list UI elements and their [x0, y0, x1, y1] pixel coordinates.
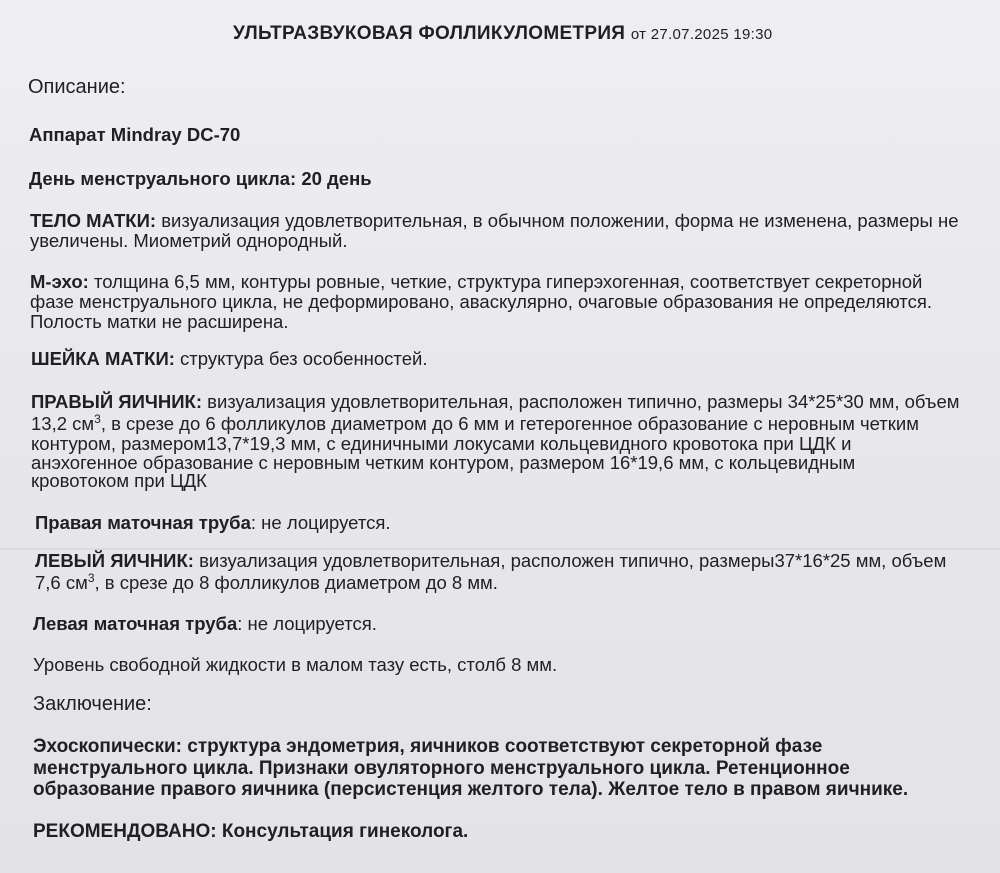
right-tube-text: : не лоцируется. — [250, 512, 391, 533]
document-title — [233, 24, 772, 45]
document-date: от 27.07.2025 19:30 — [630, 26, 773, 43]
conclusion-line-3: образование правого яичника (персистенция желтого тела). Желтое тело в правом яичнике. — [33, 779, 909, 800]
left-ovary-line-2 — [35, 570, 498, 593]
m-echo-line-1 — [30, 272, 922, 292]
left-ovary-text-1: визуализация удовлетворительная, расположен типично, размеры37*16*25 мм, объем — [193, 550, 947, 571]
right-ovary-text-2: , в срезе до 6 фолликулов диаметром до 6 мм и гетерогенное образование с неровным четким — [100, 413, 919, 434]
m-echo-line-2: фазе менструального цикла, не деформировано, аваскулярно, очаговые образования не определяются. — [30, 291, 932, 312]
cervix-line — [31, 349, 427, 369]
free-fluid-line: Уровень свободной жидкости в малом тазу есть, столб 8 мм. — [33, 654, 558, 675]
right-ovary-volume-exponent: 3 — [94, 411, 101, 426]
m-echo-label: М-эхо: — [30, 271, 89, 292]
right-ovary-line-3: контуром, размером13,7*19,3 мм, с единичными локусами кольцевидного кровотока при ЦДК и — [31, 433, 852, 454]
left-tube-line — [33, 614, 377, 634]
cycle-day-line: День менструального цикла: 20 день — [29, 168, 372, 189]
m-echo-text-1: толщина 6,5 мм, контуры ровные, четкие, структура гиперэхогенная, соответствует секреторной — [88, 271, 923, 292]
uterus-line-1 — [30, 211, 959, 231]
uterus-label: ТЕЛО МАТКИ: — [30, 210, 157, 231]
recommendation-line: РЕКОМЕНДОВАНО: Консультация гинеколога. — [33, 821, 469, 842]
conclusion-heading: Заключение: — [33, 693, 152, 715]
uterus-text-1: визуализация удовлетворительная, в обычном положении, форма не изменена, размеры не — [156, 210, 959, 231]
cervix-text: структура без особенностей. — [174, 348, 428, 369]
left-tube-label: Левая маточная труба — [33, 613, 238, 634]
left-ovary-text-2: , в срезе до 8 фолликулов диаметром до 8 мм. — [94, 572, 498, 593]
right-tube-label: Правая маточная труба — [35, 512, 251, 533]
right-tube-line — [35, 513, 391, 533]
right-ovary-line-4: анэхогенное образование с неровным четким контуром, размером 16*19,6 мм, с кольцевидным — [31, 452, 856, 473]
uterus-line-2: увеличены. Миометрий однородный. — [30, 230, 348, 251]
right-ovary-label: ПРАВЫЙ ЯИЧНИК: — [31, 391, 202, 412]
right-ovary-line-5: кровотоком при ЦДК — [31, 470, 207, 491]
conclusion-line-1: Эхоскопически: структура эндометрия, яичников соответствуют секреторной фазе — [33, 736, 823, 757]
description-heading: Описание: — [28, 76, 126, 98]
right-ovary-line-2 — [31, 411, 919, 434]
left-tube-text: : не лоцируется. — [237, 613, 377, 634]
device-line: Аппарат Mindray DC-70 — [29, 124, 241, 145]
left-ovary-label: ЛЕВЫЙ ЯИЧНИК: — [35, 550, 194, 571]
left-ovary-volume: 7,6 см — [35, 572, 88, 593]
conclusion-line-2: менструального цикла. Признаки овуляторного менструального цикла. Ретенционное — [33, 758, 850, 779]
m-echo-line-3: Полость матки не расширена. — [30, 311, 289, 332]
left-ovary-line-1 — [35, 551, 946, 571]
right-ovary-text-1: визуализация удовлетворительная, расположен типично, размеры 34*25*30 мм, объем — [201, 391, 960, 412]
left-ovary-volume-exponent: 3 — [87, 570, 95, 585]
cervix-label: ШЕЙКА МАТКИ: — [31, 348, 175, 369]
title-text: УЛЬТРАЗВУКОВАЯ ФОЛЛИКУЛОМЕТРИЯ — [233, 23, 626, 44]
right-ovary-volume: 13,2 см — [31, 413, 95, 434]
right-ovary-line-1 — [31, 392, 959, 412]
